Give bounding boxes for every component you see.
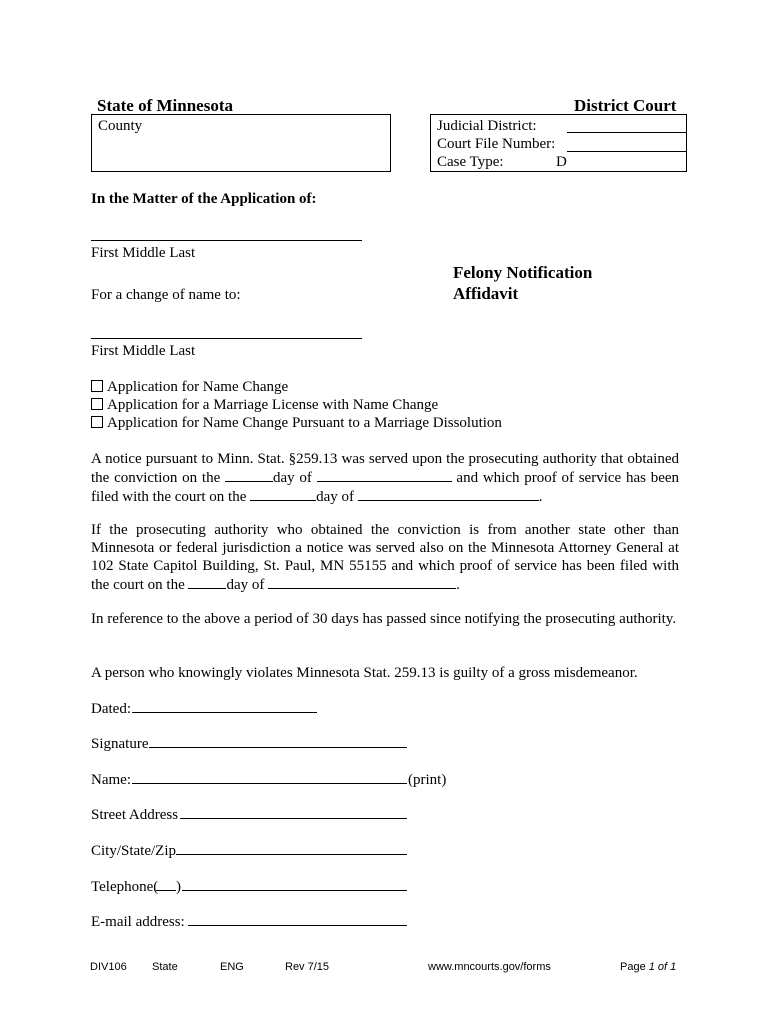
checkbox-icon[interactable] bbox=[91, 416, 103, 428]
signature-label: Signature bbox=[91, 736, 149, 752]
footer-revision: Rev 7/15 bbox=[285, 961, 330, 973]
penalty-paragraph: A person who knowingly violates Minnesota Stat. 259.13 is guilty of a gross misdemeanor. bbox=[91, 665, 638, 681]
court-info-box bbox=[430, 114, 687, 172]
matter-heading: In the Matter of the Application of: bbox=[91, 191, 317, 207]
street-label: Street Address bbox=[91, 807, 179, 823]
dated-field[interactable] bbox=[132, 712, 317, 713]
city-field[interactable] bbox=[176, 854, 407, 855]
city-label: City/State/Zip bbox=[91, 843, 176, 859]
ag-day-field[interactable] bbox=[188, 575, 226, 589]
case-type-value: D bbox=[556, 154, 567, 170]
checkbox-marriage-license[interactable] bbox=[91, 396, 438, 414]
checkbox-label: Application for Name Change Pursuant to a Marriage Dissolution bbox=[107, 415, 502, 431]
notice-paragraph: A notice pursuant to Minn. Stat. §259.13 was served upon the prosecuting authority that obtained the conviction on the day of and which proof of service has been filed with the court on the day of . bbox=[91, 451, 680, 505]
court-file-field[interactable] bbox=[567, 151, 686, 152]
applicant-name-caption: First Middle Last bbox=[91, 245, 196, 261]
signature-field[interactable] bbox=[149, 747, 407, 748]
new-name-caption: First Middle Last bbox=[91, 343, 196, 359]
telephone-label: Telephone( bbox=[91, 879, 159, 895]
ag-month-field[interactable] bbox=[268, 575, 456, 589]
applicant-name-field[interactable] bbox=[91, 240, 362, 241]
checkbox-icon[interactable] bbox=[91, 398, 103, 410]
footer-form-number: DIV106 bbox=[90, 961, 127, 973]
state-title: State of Minnesota bbox=[97, 96, 233, 115]
footer-page-number: Page 1 of 1 bbox=[620, 961, 677, 973]
judicial-district-label: Judicial District: bbox=[437, 118, 537, 134]
court-file-label: Court File Number: bbox=[437, 136, 556, 152]
dated-label: Dated: bbox=[91, 701, 131, 717]
telephone-close-paren: ) bbox=[176, 879, 181, 895]
waiting-period-paragraph: In reference to the above a period of 30 days has passed since notifying the prosecuting authority. bbox=[91, 611, 677, 627]
checkbox-label: Application for a Marriage License with Name Change bbox=[107, 397, 439, 413]
area-code-field[interactable] bbox=[156, 890, 176, 891]
email-field[interactable] bbox=[188, 925, 407, 926]
court-title: District Court bbox=[574, 96, 677, 115]
county-label: County bbox=[98, 118, 143, 134]
street-field[interactable] bbox=[180, 818, 407, 819]
new-name-field[interactable] bbox=[91, 338, 362, 339]
change-to-label: For a change of name to: bbox=[91, 287, 241, 303]
footer-language: ENG bbox=[220, 961, 244, 973]
name-field[interactable] bbox=[132, 783, 407, 784]
attorney-general-paragraph: If the prosecuting authority who obtained the conviction is from another state other than Minnesota or federal jurisdiction a notice was served also on the Minnesota Attorney General at 102 State Capitol Building, St. Paul, MN 55155 and which proof of service has been filed with the court on the day of . bbox=[91, 522, 679, 593]
footer-state: State bbox=[152, 961, 178, 973]
checkbox-label: Application for Name Change bbox=[107, 379, 289, 395]
checkbox-name-change[interactable] bbox=[91, 378, 288, 396]
conviction-month-field[interactable] bbox=[317, 468, 452, 482]
print-label: (print) bbox=[408, 772, 447, 788]
telephone-field[interactable] bbox=[182, 890, 407, 891]
county-box[interactable] bbox=[91, 114, 391, 172]
email-label: E-mail address: bbox=[91, 914, 185, 930]
checkbox-icon[interactable] bbox=[91, 380, 103, 392]
judicial-district-field[interactable] bbox=[567, 132, 686, 133]
filed-day-field[interactable] bbox=[250, 487, 316, 501]
form-title-line1: Felony Notification bbox=[453, 263, 593, 282]
footer-url[interactable]: www.mncourts.gov/forms bbox=[428, 961, 551, 973]
checkbox-dissolution[interactable] bbox=[91, 414, 502, 432]
conviction-day-field[interactable] bbox=[225, 468, 273, 482]
filed-month-field[interactable] bbox=[358, 487, 539, 501]
form-title-line2: Affidavit bbox=[453, 284, 519, 303]
case-type-label: Case Type: bbox=[437, 154, 504, 170]
name-label: Name: bbox=[91, 772, 131, 788]
